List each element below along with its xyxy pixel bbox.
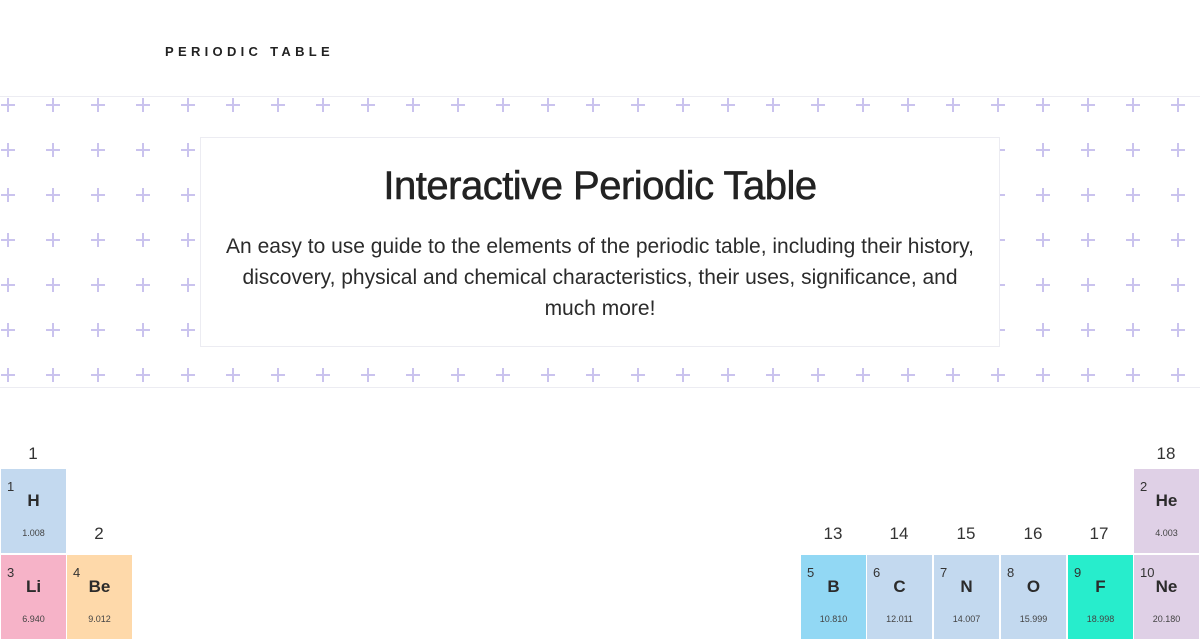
element-tile-fluorine[interactable]	[1068, 555, 1133, 639]
element-tile-nitrogen[interactable]	[934, 555, 999, 639]
element-tile-helium[interactable]	[1134, 469, 1199, 553]
element-symbol: F	[1095, 577, 1106, 596]
atomic-number: 8	[1007, 565, 1015, 580]
element-symbol: C	[893, 577, 906, 596]
hero-title: Interactive Periodic Table	[383, 164, 817, 208]
atomic-mass: 14.007	[952, 614, 981, 624]
element-symbol: Li	[25, 577, 42, 596]
element-tile-beryllium[interactable]	[67, 555, 132, 639]
element-symbol: H	[27, 491, 40, 510]
group-number-18: 18	[1156, 444, 1176, 463]
atomic-mass: 9.012	[88, 614, 111, 624]
hero-subtitle: An easy to use guide to the elements of the periodic table, including their history, discovery, physical and chemical characteristics, their uses, significance, and much more!	[226, 235, 974, 320]
group-number-2: 2	[94, 524, 104, 543]
element-tile-lithium[interactable]	[1, 555, 66, 639]
atomic-mass: 6.940	[22, 614, 45, 624]
atomic-number: 9	[1074, 565, 1082, 580]
atomic-mass: 10.810	[819, 614, 848, 624]
element-symbol: He	[1155, 491, 1178, 510]
atomic-number: 7	[940, 565, 948, 580]
atomic-number: 2	[1140, 479, 1148, 494]
atomic-number: 1	[7, 479, 15, 494]
element-tile-carbon[interactable]	[867, 555, 932, 639]
group-number-15: 15	[956, 524, 976, 543]
element-tile-boron[interactable]	[801, 555, 866, 639]
element-tile-neon[interactable]	[1134, 555, 1199, 639]
atomic-number: 4	[73, 565, 81, 580]
element-symbol: Ne	[1155, 577, 1178, 596]
group-number-13: 13	[823, 524, 843, 543]
element-symbol: B	[827, 577, 840, 596]
atomic-mass: 1.008	[22, 528, 45, 538]
group-number-17: 17	[1089, 524, 1109, 543]
atomic-number: 3	[7, 565, 15, 580]
atomic-number: 6	[873, 565, 881, 580]
atomic-mass: 20.180	[1152, 614, 1181, 624]
element-tile-oxygen[interactable]	[1001, 555, 1066, 639]
hero-card	[200, 137, 1000, 347]
group-number-14: 14	[889, 524, 909, 543]
site-logo[interactable]: PERIODIC TABLE	[165, 44, 335, 59]
element-symbol: Be	[88, 577, 111, 596]
group-number-16: 16	[1023, 524, 1043, 543]
atomic-mass: 18.998	[1086, 614, 1115, 624]
element-symbol: O	[1026, 577, 1041, 596]
atomic-number: 5	[807, 565, 815, 580]
atomic-mass: 4.003	[1155, 528, 1178, 538]
element-symbol: N	[960, 577, 973, 596]
atomic-mass: 15.999	[1019, 614, 1048, 624]
element-tile-hydrogen[interactable]	[1, 469, 66, 553]
group-number-1: 1	[28, 444, 38, 463]
atomic-mass: 12.011	[886, 614, 913, 624]
atomic-number: 10	[1140, 565, 1155, 580]
